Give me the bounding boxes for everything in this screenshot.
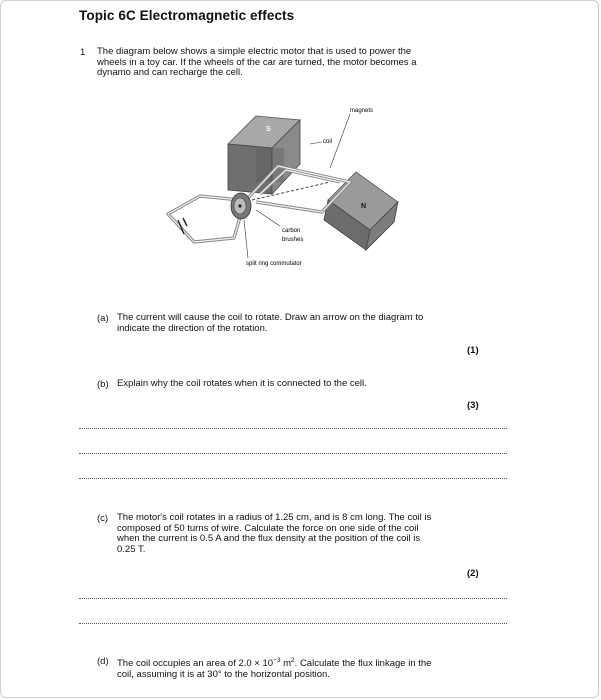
part-b-letter: (b) <box>97 379 109 390</box>
part-c-line: when the current is 0.5 A and the flux density at the position of the coil is <box>117 533 421 544</box>
part-c-line: composed of 50 turns of wire. Calculate the force on one side of the coil <box>117 522 419 534</box>
intro-line: wheels in a toy car. If the wheels of the car are turned, the motor becomes a <box>97 56 417 68</box>
answer-line[interactable] <box>79 453 507 454</box>
label-magnets: magnets <box>350 108 374 114</box>
answer-line[interactable] <box>79 428 507 429</box>
part-d-unit-exponent: 2 <box>291 657 295 664</box>
part-b-marks: (3) <box>467 400 479 411</box>
part-a-text <box>117 313 477 334</box>
question-number: 1 <box>80 47 86 58</box>
part-d-text-segment: . Calculate the flux linkage in the <box>294 658 432 670</box>
label-south: S <box>266 126 271 133</box>
part-c-letter: (c) <box>97 513 109 524</box>
commutator <box>231 193 251 219</box>
label-commutator: split ring commutator <box>246 261 302 267</box>
label-carbon: carbon <box>282 228 301 234</box>
page-title: Topic 6C Electromagnetic effects <box>79 8 295 23</box>
label-north: N <box>361 203 367 210</box>
part-b-line: Explain why the coil rotates when it is connected to the cell. <box>117 378 367 389</box>
motor-diagram <box>160 102 420 272</box>
part-d-exponent: −3 <box>273 657 281 664</box>
north-magnet <box>324 172 398 250</box>
answer-line[interactable] <box>79 598 507 599</box>
part-c-line: 0.25 T. <box>117 543 146 555</box>
part-d-text-segment: The coil occupies an area of 2.0 × 10 <box>117 658 274 670</box>
part-c-line: The motor's coil rotates in a radius of 1.25 cm, and is 8 cm long. The coil is <box>117 512 432 523</box>
part-d-unit: m <box>280 658 292 670</box>
label-coil: coil <box>323 139 333 145</box>
part-b-text <box>117 379 477 390</box>
part-d-letter: (d) <box>97 656 109 667</box>
intro-line: dynamo and can recharge the cell. <box>97 67 243 78</box>
part-c-marks: (2) <box>467 568 479 579</box>
label-brushes: brushes <box>282 237 304 243</box>
answer-line[interactable] <box>79 623 507 624</box>
answer-line[interactable] <box>79 478 507 479</box>
part-a-letter: (a) <box>97 313 109 324</box>
part-a-line: The current will cause the coil to rotate. Draw an arrow on the diagram to <box>117 312 424 323</box>
part-c-text <box>117 513 487 555</box>
question-intro <box>97 47 477 79</box>
part-d-line: coil, assuming it is at 30° to the horizontal position. <box>117 668 330 680</box>
part-d-text <box>117 656 487 680</box>
part-a-marks: (1) <box>467 345 479 356</box>
part-a-line: indicate the direction of the rotation. <box>117 322 268 334</box>
intro-line: The diagram below shows a simple electric motor that is used to power the <box>97 46 412 57</box>
